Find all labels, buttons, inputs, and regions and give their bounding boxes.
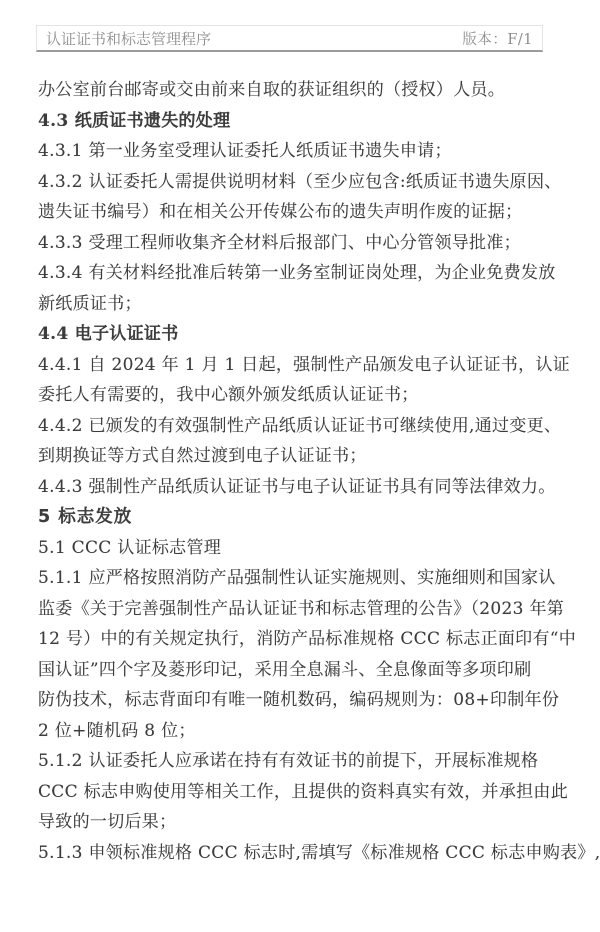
version-label: 版本：F/1 [462,31,533,48]
document-line: 12 号）中的有关规定执行，消防产品标准规格 CCC 标志正面印有“中 [38,629,577,649]
document-line: 新纸质证书； [38,293,142,314]
document-line: 遗失证书编号）和在相关公开传媒公布的遗失声明作废的证据； [38,202,523,222]
document-line: 国认证”四个字及菱形印记，采用全息漏斗、全息像面等多项印刷 [38,659,532,680]
document-line: 5.1.3 申领标准规格 CCC 标志时,需填写《标准规格 CCC 标志申购表》, [38,842,600,863]
document-line: 委托人有需要的，我中心额外颁发纸质认证证书； [38,385,419,405]
document-line: 4.3.1 第一业务室受理认证委托人纸质证书遗失申请； [38,141,452,161]
document-line: 2 位+随机码 8 位； [38,720,196,741]
section-heading: 5.1 CCC 认证标志管理 [38,537,222,558]
document-line: 4.4.3 强制性产品纸质认证证书与电子认证证书具有同等法律效力。 [38,476,556,497]
document-line: 导致的一切后果； [38,812,177,832]
document-line: 4.3.4 有关材料经批准后转第一业务室制证岗处理，为企业免费发放 [38,263,556,283]
document-line: CCC 标志申购使用等相关工作，且提供的资料真实有效，并承担由此 [38,781,569,802]
section-heading: 4.4 电子认证证书 [38,324,179,344]
document-line: 4.3.3 受理工程师收集齐全材料后报部门、中心分管领导批准； [38,232,521,253]
section-heading: 4.3 纸质证书遗失的处理 [38,110,231,131]
document-body [38,75,600,868]
document-line: 防伪技术，标志背面印有唯一随机数码，编码规则为：08+印制年份 [38,690,560,710]
document-line: 到期换证等方式自然过渡到电子认证证书； [38,446,367,466]
document-line: 4.3.2 认证委托人需提供说明材料（至少应包含:纸质证书遗失原因、 [38,171,562,192]
document-title: 认证证书和标志管理程序 [46,29,212,48]
document-line: 监委《关于完善强制性产品认证证书和标志管理的公告》（2023 年第 [38,598,565,619]
document-line: 4.4.2 已颁发的有效强制性产品纸质认证证书可继续使用,通过变更、 [38,415,562,436]
document-line: 5.1.1 应严格按照消防产品强制性认证实施规则、实施细则和国家认 [38,568,556,588]
document-line: 5.1.2 认证委托人应承诺在持有有效证书的前提下，开展标准规格 [38,751,539,771]
document-line: 4.4.1 自 2024 年 1 月 1 日起，强制性产品颁发电子认证证书，认证 [38,354,570,375]
document-line: 办公室前台邮寄或交由前来自取的获证组织的（授权）人员。 [38,80,506,100]
document-header-bar [36,25,543,52]
chapter-heading: 5 标志发放 [38,507,133,527]
